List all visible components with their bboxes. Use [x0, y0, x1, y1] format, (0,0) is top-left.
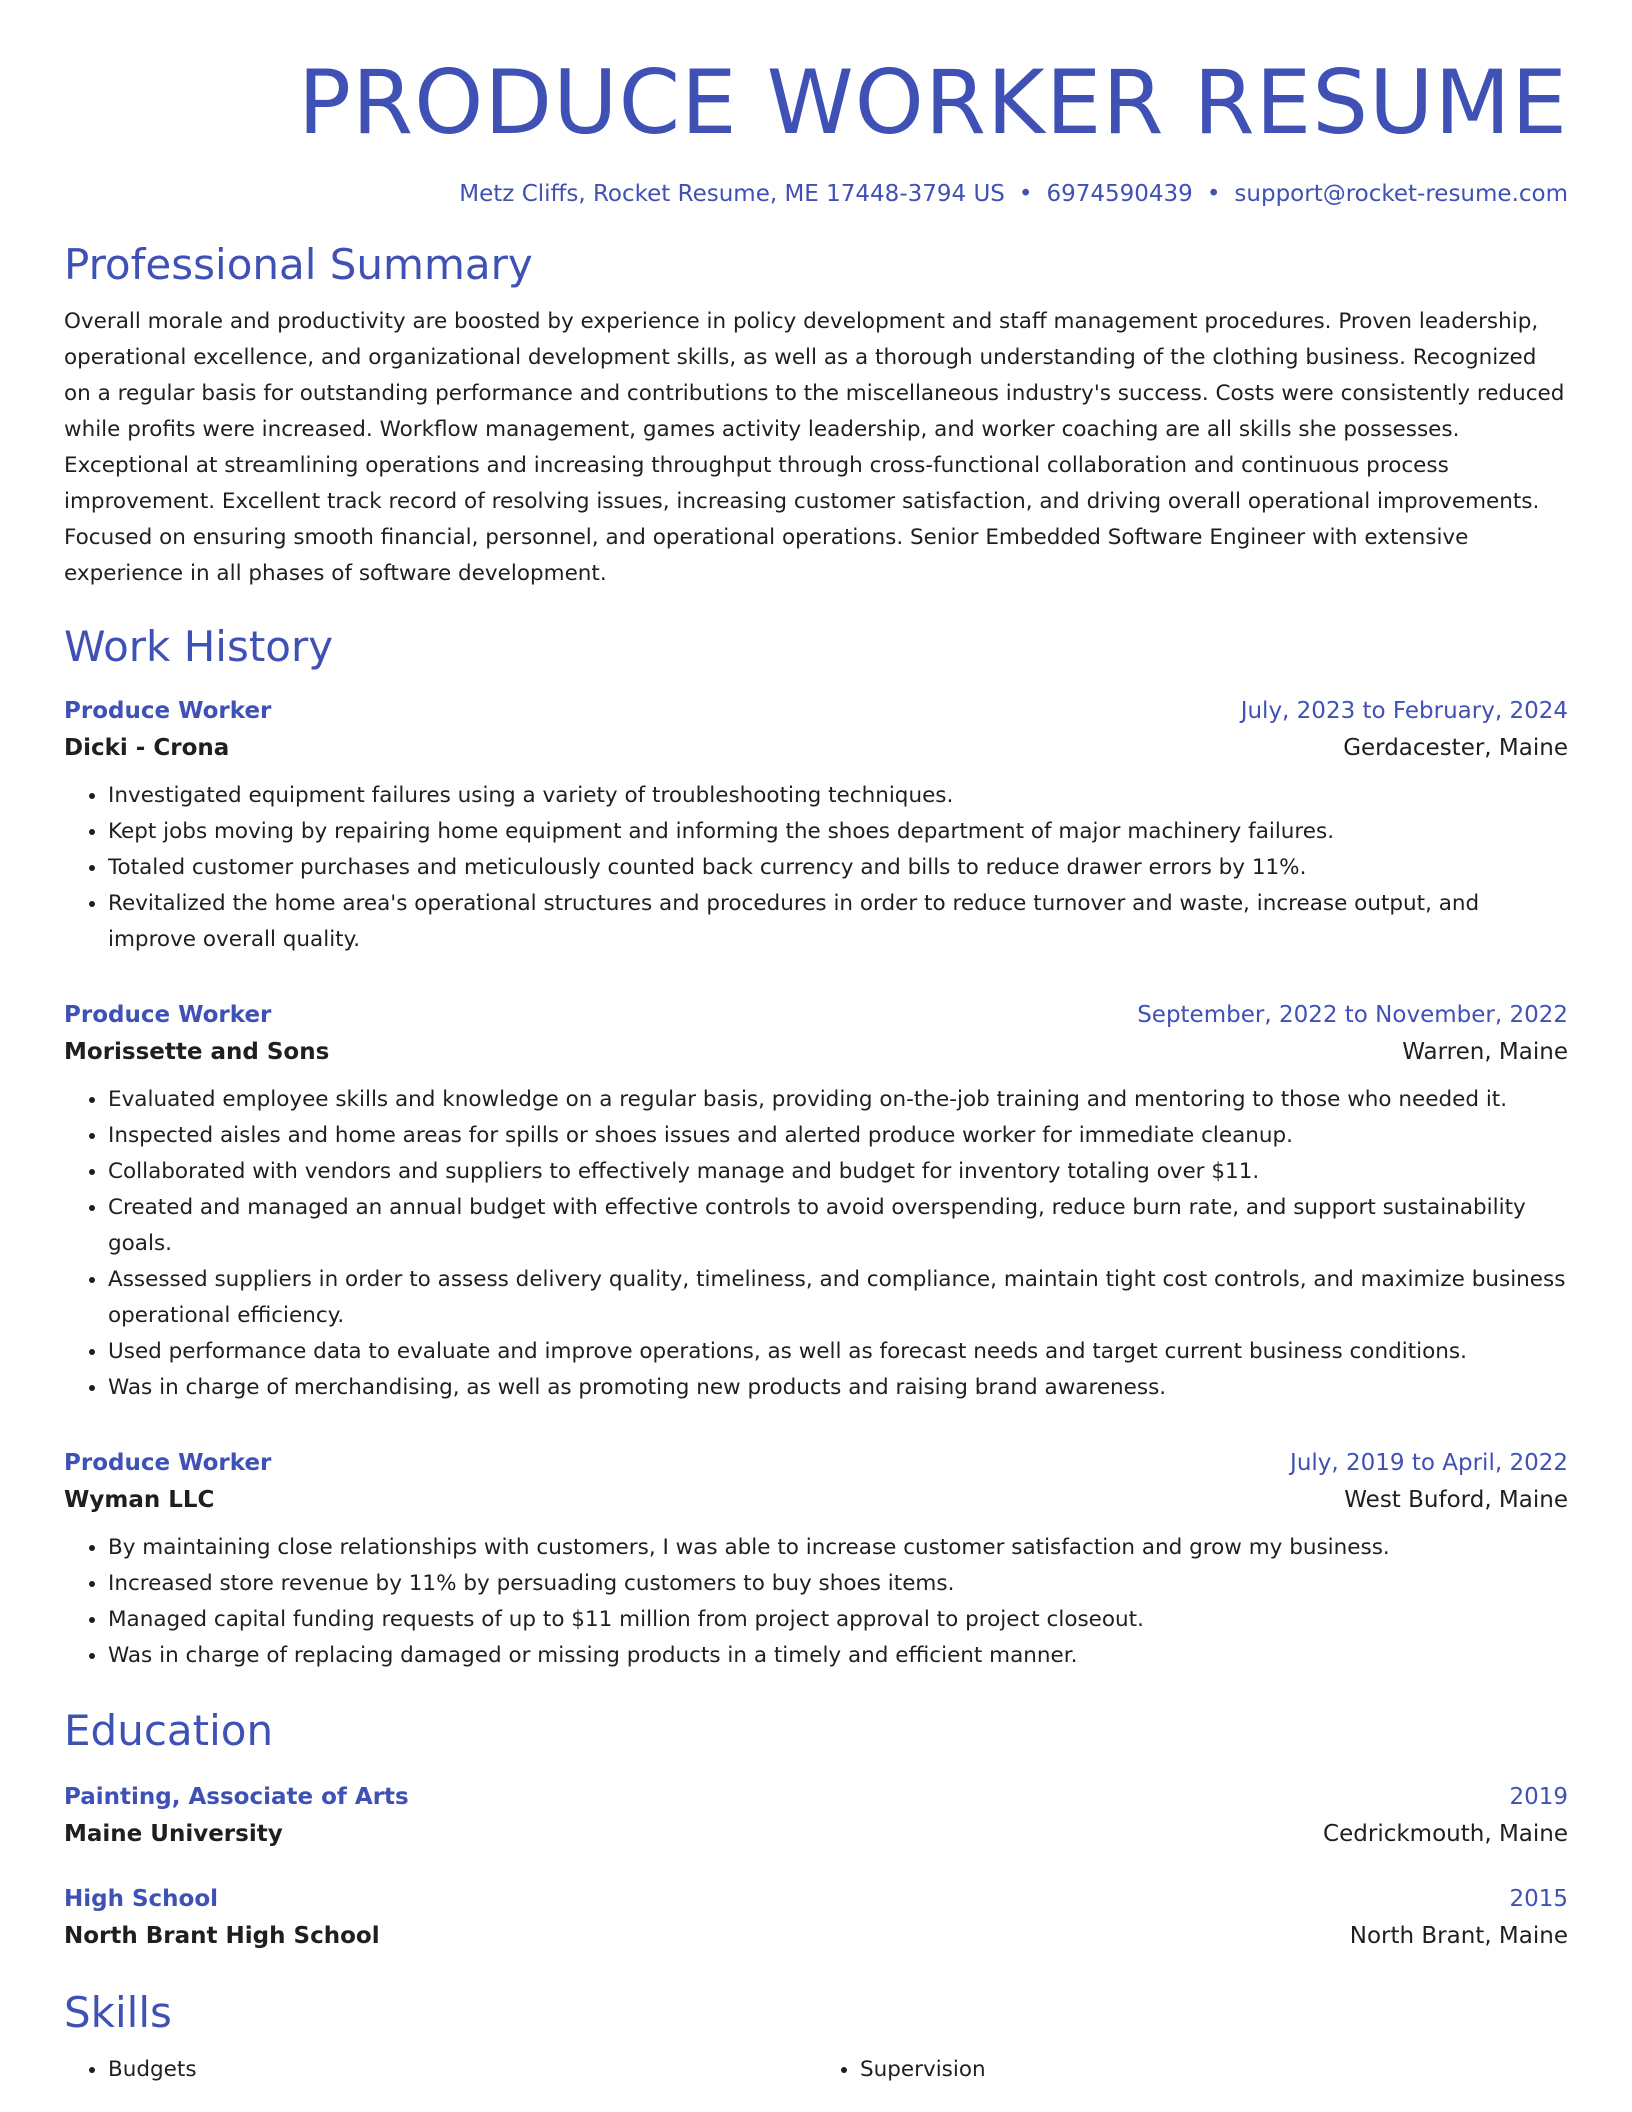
contact-line	[64, 178, 1568, 210]
contact-separator: •	[1206, 181, 1221, 207]
job-bullet: • Used performance data to evaluate and improve operations, as well as forecast needs and target current business conditions.	[108, 1334, 1568, 1370]
job-bullet: • Revitalized the home area's operational structures and procedures in order to reduce turnover and waste, increase output, and improve overall quality.	[108, 886, 1568, 958]
summary-text: Overall morale and productivity are boosted by experience in policy development and staff management procedures. Proven leadership, operational excellence, and organizational development skills, as well as a thorough understanding of the clothing business. Recognized on a regular basis for outstanding performance and contributions to the miscellaneous industry's success. Costs were consistently reduced while profits were increased. Workflow management, games activity leadership, and worker coaching are all skills she possesses. Exceptional at streamlining operations and increasing throughput through cross-functional collaboration and continuous process improvement. Excellent track record of resolving issues, increasing customer satisfaction, and driving overall operational improvements. Focused on ensuring smooth financial, personnel, and operational operations. Senior Embedded Software Engineer with extensive experience in all phases of software development.	[64, 309, 1565, 586]
job-dates: July, 2023 to February, 2024	[1240, 698, 1568, 724]
contact-separator: •	[1018, 181, 1033, 207]
job-bullets	[64, 1082, 1568, 1406]
education-degree: High School	[64, 1886, 219, 1912]
job-location: Gerdacester, Maine	[1343, 735, 1568, 761]
section-title-summary: Professional Summary	[64, 240, 533, 289]
job-bullet: • Managed capital funding requests of up to $11 million from project approval to project closeout.	[108, 1602, 1568, 1638]
job-entry	[64, 694, 1568, 958]
job-bullet: • Kept jobs moving by repairing home equipment and informing the shoes department of major machinery failures.	[108, 814, 1568, 850]
skill-item: • Budgets	[108, 2052, 816, 2088]
education-school: North Brant High School	[64, 1923, 380, 1949]
job-bullet: • Totaled customer purchases and meticulously counted back currency and bills to reduce drawer errors by 11%.	[108, 850, 1568, 886]
contact-address: Metz Cliffs, Rocket Resume, ME 17448-3794 US	[459, 181, 1005, 207]
job-location: Warren, Maine	[1402, 1039, 1568, 1065]
job-entry	[64, 998, 1568, 1406]
job-bullet: • Increased store revenue by 11% by persuading customers to buy shoes items.	[108, 1566, 1568, 1602]
job-company: Dicki - Crona	[64, 735, 230, 761]
contact-phone: 6974590439	[1046, 181, 1193, 207]
section-title-work-history: Work History	[64, 622, 334, 671]
skill-item: • Supervision	[860, 2052, 1568, 2088]
contact-email: support@rocket-resume.com	[1234, 181, 1568, 207]
job-company: Wyman LLC	[64, 1487, 215, 1513]
skills-column	[816, 2052, 1568, 2088]
job-role: Produce Worker	[64, 698, 272, 724]
education-year: 2019	[1509, 1784, 1568, 1810]
job-entry	[64, 1446, 1568, 1674]
job-bullet: • By maintaining close relationships with customers, I was able to increase customer satisfaction and grow my business.	[108, 1530, 1568, 1566]
job-bullet: • Inspected aisles and home areas for spills or shoes issues and alerted produce worker for immediate cleanup.	[108, 1118, 1568, 1154]
job-bullets	[64, 778, 1568, 958]
job-bullets	[64, 1530, 1568, 1674]
section-title-education: Education	[64, 1706, 274, 1755]
job-bullet: • Investigated equipment failures using a variety of troubleshooting techniques.	[108, 778, 1568, 814]
section-title-skills: Skills	[64, 1988, 172, 2037]
skills-list	[64, 2052, 1568, 2088]
resume-header	[64, 48, 1568, 210]
job-role: Produce Worker	[64, 1450, 272, 1476]
resume-title: PRODUCE WORKER RESUME	[297, 51, 1568, 154]
job-role: Produce Worker	[64, 1002, 272, 1028]
education-degree: Painting, Associate of Arts	[64, 1784, 409, 1810]
job-company: Morissette and Sons	[64, 1039, 330, 1065]
job-bullet: • Collaborated with vendors and suppliers to effectively manage and budget for inventory totaling over $11.	[108, 1154, 1568, 1190]
job-bullet: • Created and managed an annual budget with effective controls to avoid overspending, reduce burn rate, and support sustainability goals.	[108, 1190, 1568, 1262]
job-location: West Buford, Maine	[1344, 1487, 1568, 1513]
job-bullet: • Was in charge of replacing damaged or missing products in a timely and efficient manner.	[108, 1638, 1568, 1674]
education-entry	[64, 1882, 1568, 1956]
skills-column	[64, 2052, 816, 2088]
job-bullet: • Evaluated employee skills and knowledge on a regular basis, providing on-the-job training and mentoring to those who needed it.	[108, 1082, 1568, 1118]
job-bullet: • Assessed suppliers in order to assess delivery quality, timeliness, and compliance, maintain tight cost controls, and maximize business operational efficiency.	[108, 1262, 1568, 1334]
education-location: Cedrickmouth, Maine	[1323, 1821, 1568, 1847]
education-school: Maine University	[64, 1821, 283, 1847]
job-dates: July, 2019 to April, 2022	[1290, 1450, 1568, 1476]
education-location: North Brant, Maine	[1349, 1923, 1568, 1949]
job-bullet: • Was in charge of merchandising, as well as promoting new products and raising brand awareness.	[108, 1370, 1568, 1406]
education-year: 2015	[1509, 1886, 1568, 1912]
job-dates: September, 2022 to November, 2022	[1137, 1002, 1568, 1028]
education-entry	[64, 1780, 1568, 1854]
